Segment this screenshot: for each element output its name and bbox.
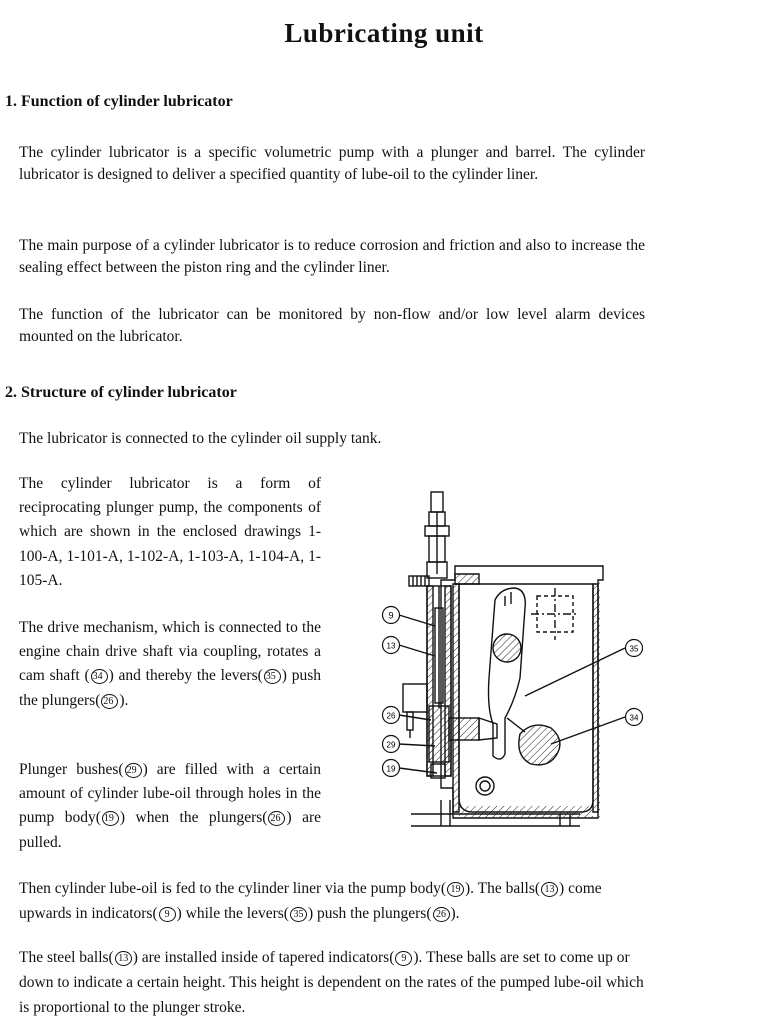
callout-ref: 34 — [91, 669, 108, 684]
callout-ref: 26 — [268, 811, 285, 826]
callout-ref: 9 — [395, 951, 412, 966]
section-2-paragraph-4: Plunger bushes( 29 ) are filled with a certain amount of cylinder lube-oil through holes in the pump body( 19 ) when the plungers( 26 ) are pulled. — [19, 761, 321, 851]
callout-label: 34 — [629, 713, 639, 723]
section-1-paragraph-3: The function of the lubricator can be monitored by non-flow and/or low level alarm devices mounted on the lubricator. — [19, 306, 645, 345]
callout-ref: 26 — [101, 694, 118, 709]
section-1-heading: 1. Function of cylinder lubricator — [5, 93, 233, 110]
callout-label: 29 — [386, 740, 396, 750]
section-2-heading: 2. Structure of cylinder lubricator — [5, 384, 237, 401]
page-title: Lubricating unit — [284, 18, 484, 48]
callout-label: 9 — [388, 610, 394, 621]
housing-outline — [441, 566, 603, 818]
lever-pivot — [493, 634, 521, 662]
callout-ref: 9 — [159, 907, 176, 922]
cam — [519, 725, 560, 765]
callout-ref: 19 — [102, 811, 119, 826]
section-2-paragraph-3: The drive mechanism, which is connected to the engine chain drive shaft via coupling, rotates a cam shaft ( 34 ) and thereby the levers( 35 ) push the plungers( 26 ). — [19, 619, 321, 709]
section-2-paragraph-5: Then cylinder lube-oil is fed to the cylinder liner via the pump body( 19 ). The balls( 13 ) come upwards in indicators( 9 ) while the levers( 35 ) push the plungers( 26 ). — [19, 880, 602, 922]
callout-ref: 29 — [125, 763, 142, 778]
section-2-paragraph-6: The steel balls( 13 ) are installed inside of tapered indicators( 9 ). These balls are set to come up or down to indicate a certain height. This height is dependent on the rates of the pumped lube-oil which is proportional to the plunger stroke. — [19, 949, 644, 1016]
callout-label: 26 — [386, 711, 396, 721]
callout-ref: 13 — [115, 951, 132, 966]
section-1-paragraph-1: The cylinder lubricator is a specific volumetric pump with a plunger and barrel. The cylinder lubricator is designed to deliver a specified quantity of lube-oil to the cylinder liner. — [19, 144, 645, 183]
callout-labels — [383, 607, 643, 777]
callout-ref: 26 — [433, 907, 450, 922]
callout-ref: 35 — [264, 669, 281, 684]
section-1-paragraph-2: The main purpose of a cylinder lubricator is to reduce corrosion and friction and also to increase the sealing effect between the piston ring and the cylinder liner. — [19, 237, 645, 276]
callout-label: 13 — [386, 641, 396, 651]
callout-ref: 19 — [447, 882, 464, 897]
lubricator-cross-section-drawing — [355, 488, 655, 833]
callout-label: 35 — [629, 644, 639, 654]
section-2-paragraph-2: The cylinder lubricator is a form of reciprocating plunger pump, the components of which are shown in the enclosed drawings 1-100-A, 1-101-A, 1-102-A, 1-103-A, 1-104-A, 1-105-A. — [19, 475, 321, 589]
callout-ref: 35 — [290, 907, 307, 922]
section-2-paragraph-1: The lubricator is connected to the cylinder oil supply tank. — [19, 430, 382, 447]
callout-ref: 13 — [541, 882, 558, 897]
callout-label: 19 — [386, 764, 396, 774]
